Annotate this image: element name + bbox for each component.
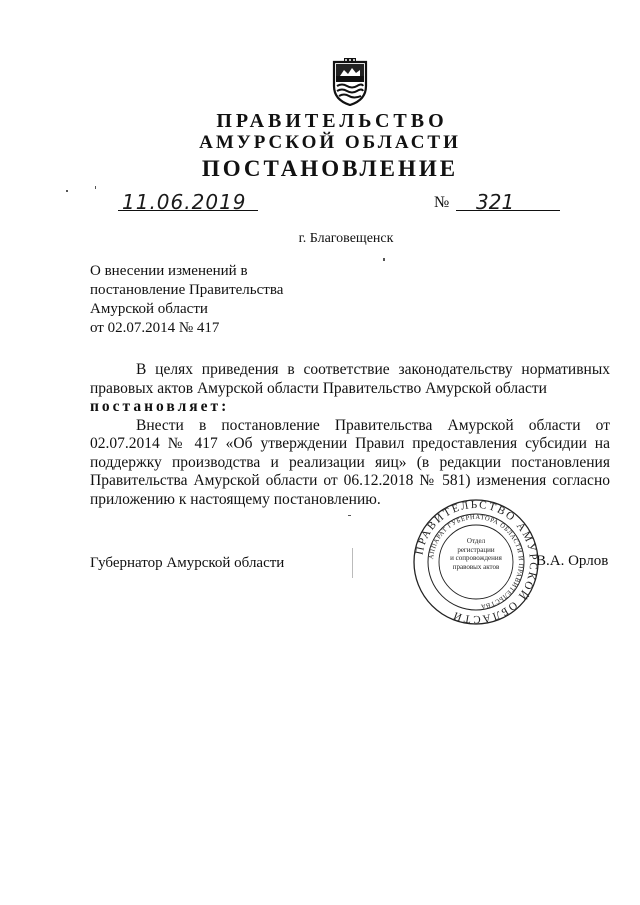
document-type: ПОСТАНОВЛЕНИЕ	[201, 156, 459, 181]
scan-speck	[352, 548, 353, 578]
preamble-paragraph: В целях приведения в соответствие законодательству нормативных правовых актов Амурской области Правительство Амурской области	[90, 361, 610, 397]
subject-line: постановление Правительства	[90, 282, 284, 298]
main-paragraph: Внести в постановление Правительства Амурской области от 02.07.2014 № 417 «Об утверждении Правил предоставления субсидии на поддержку производства и реализации яиц» (в редакции постановления Правительства Амурской области от 06.12.2018 № 581) изменения согласно приложению к настоящему постановлению.	[90, 416, 610, 508]
org-title-line1: ПРАВИТЕЛЬСТВО	[216, 110, 448, 132]
signatory-position: Губернатор Амурской области	[90, 555, 285, 571]
coat-of-arms-emblem	[330, 58, 370, 106]
subject-line: от 02.07.2014 № 417	[90, 320, 220, 336]
seal-inner-line: и сопровождения	[450, 554, 502, 562]
org-title-line2: АМУРСКОЙ ОБЛАСТИ	[199, 132, 461, 153]
scan-speck	[66, 190, 68, 192]
decree-word: постановляет:	[90, 398, 230, 415]
scan-speck	[348, 515, 351, 516]
scan-speck	[383, 258, 385, 261]
scan-speck	[95, 186, 96, 189]
date-underline	[118, 210, 258, 211]
subject-line: О внесении изменений в	[90, 263, 248, 279]
number-label: №	[434, 194, 450, 211]
document-body	[90, 361, 610, 509]
document-date: 11.06.2019	[122, 190, 247, 214]
signatory-name: В.А. Орлов	[536, 553, 609, 569]
document-subject	[90, 262, 283, 338]
city-line: г. Благовещенск	[298, 231, 394, 246]
svg-text:АППАРАТ ГУБЕРНАТОРА ОБЛАСТИ И: АППАРАТ ГУБЕРНАТОРА ОБЛАСТИ И ПРАВИТЕЛЬСТВА	[428, 513, 525, 610]
seal-inner-line: регистрации	[457, 545, 495, 554]
seal-inner-line: Отдел	[466, 537, 486, 545]
number-underline	[456, 210, 560, 211]
seal-inner-text	[446, 537, 506, 571]
seal-inner-line: правовых актов	[452, 562, 500, 571]
svg-text:ПРАВИТЕЛЬСТВО АМУРСКОЙ ОБЛАСТИ: ПРАВИТЕЛЬСТВО АМУРСКОЙ ОБЛАСТИ	[413, 498, 540, 626]
document-number: 321	[476, 190, 515, 214]
subject-line: Амурской области	[90, 301, 208, 317]
